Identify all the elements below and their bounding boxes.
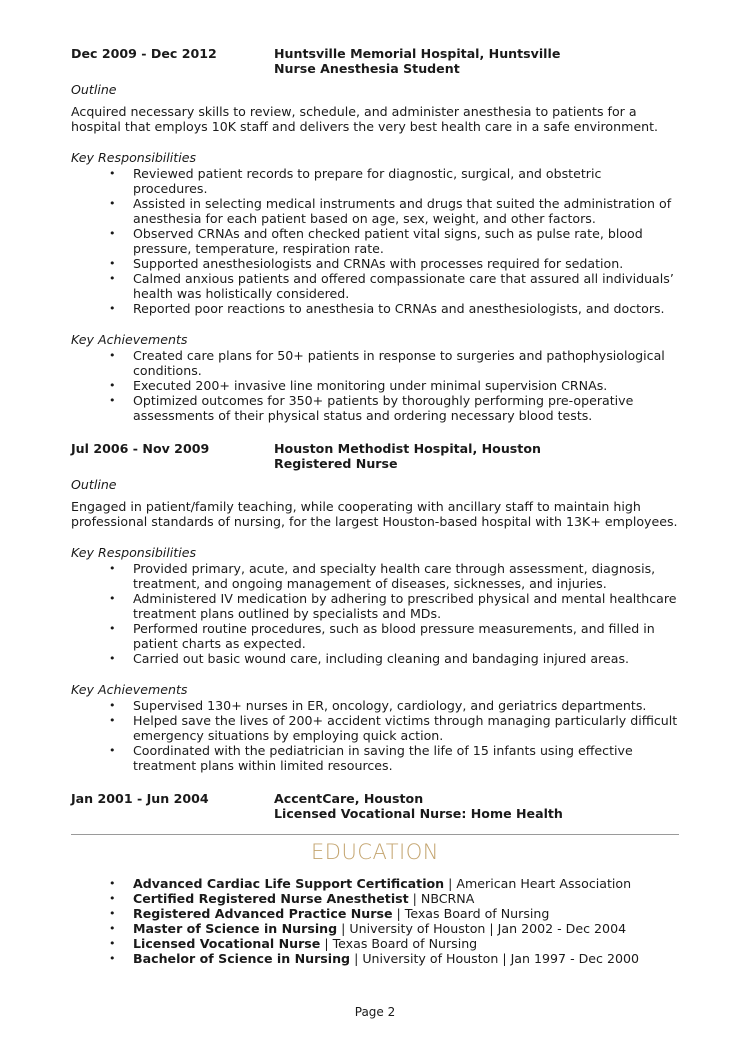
degree-name: Master of Science in Nursing <box>133 921 338 936</box>
job-organization: Houston Methodist Hospital, Houston <box>274 441 541 456</box>
list-item: • Performed routine procedures, such as blood pressure measurements, and filled in patient charts as expected. <box>133 621 679 651</box>
degree-name: Advanced Cardiac Life Support Certification <box>133 876 445 891</box>
job-title: Licensed Vocational Nurse: Home Health <box>274 806 563 821</box>
education-item <box>133 921 679 936</box>
job-organization: Huntsville Memorial Hospital, Huntsville <box>274 46 561 61</box>
job-title: Nurse Anesthesia Student <box>274 61 460 76</box>
page-number: Page 2 <box>354 1005 396 1019</box>
education-item <box>133 906 679 921</box>
list-item: • Administered IV medication by adhering to prescribed physical and mental healthcare treatment plans outlined by specialists and MDs. <box>133 591 679 621</box>
responsibilities-label: Key Responsibilities <box>71 150 197 165</box>
degree-name: Certified Registered Nurse Anesthetist <box>133 891 409 906</box>
outline-label: Outline <box>71 82 117 97</box>
list-item: • Provided primary, acute, and specialty health care through assessment, diagnosis, treatment, and ongoing management of diseases, sicknesses, and injuries. <box>133 561 679 591</box>
degree-detail: | NBCRNA <box>408 891 475 906</box>
job-entry <box>71 441 679 773</box>
list-item: • Reported poor reactions to anesthesia to CRNAs and anesthesiologists, and doctors. <box>133 301 679 316</box>
education-item <box>133 936 679 951</box>
education-item <box>133 876 679 891</box>
degree-name: Bachelor of Science in Nursing <box>133 951 351 966</box>
responsibilities-list <box>71 166 679 316</box>
education-heading: EDUCATION <box>311 840 439 864</box>
education-item <box>133 891 679 906</box>
outline-text: Acquired necessary skills to review, schedule, and administer anesthesia to patients for a hospital that employs 10K staff and delivers the very best health care in a safe environment. <box>71 104 659 134</box>
job-header <box>71 46 679 76</box>
degree-name: Licensed Vocational Nurse <box>133 936 321 951</box>
degree-detail: | University of Houston | Jan 1997 - Dec 2000 <box>350 951 640 966</box>
section-divider <box>71 834 679 835</box>
job-dates: Dec 2009 - Dec 2012 <box>71 46 217 61</box>
job-title: Registered Nurse <box>274 456 398 471</box>
list-item: • Reviewed patient records to prepare for diagnostic, surgical, and obstetric procedures. <box>133 166 679 196</box>
list-item: • Optimized outcomes for 350+ patients by thoroughly performing pre-operative assessments of their physical status and ordering necessary blood tests. <box>133 393 679 423</box>
list-item: • Supported anesthesiologists and CRNAs with processes required for sedation. <box>133 256 679 271</box>
list-item: • Calmed anxious patients and offered compassionate care that assured all individuals’ health was holistically considered. <box>133 271 679 301</box>
list-item: • Observed CRNAs and often checked patient vital signs, such as pulse rate, blood pressure, temperature, respiration rate. <box>133 226 679 256</box>
degree-detail: | Texas Board of Nursing <box>392 906 550 921</box>
resume-page <box>71 46 679 966</box>
outline-text: Engaged in patient/family teaching, while cooperating with ancillary staff to maintain high professional standards of nursing, for the largest Houston-based hospital with 13K+ employees. <box>71 499 678 529</box>
list-item: • Carried out basic wound care, including cleaning and bandaging injured areas. <box>133 651 679 666</box>
list-item: • Coordinated with the pediatrician in saving the life of 15 infants using effective treatment plans within limited resources. <box>133 743 679 773</box>
list-item: • Created care plans for 50+ patients in response to surgeries and pathophysiological conditions. <box>133 348 679 378</box>
job-header <box>71 791 679 821</box>
job-dates: Jul 2006 - Nov 2009 <box>71 441 210 456</box>
degree-detail: | American Heart Association <box>444 876 632 891</box>
education-item <box>133 951 679 966</box>
list-item: • Executed 200+ invasive line monitoring under minimal supervision CRNAs. <box>133 378 679 393</box>
list-item: • Assisted in selecting medical instruments and drugs that suited the administration of anesthesia for each patient based on age, sex, weight, and other factors. <box>133 196 679 226</box>
achievements-list <box>71 348 679 423</box>
job-header <box>71 441 679 471</box>
list-item: • Helped save the lives of 200+ accident victims through managing particularly difficult emergency situations by employing quick action. <box>133 713 679 743</box>
job-organization: AccentCare, Houston <box>274 791 424 806</box>
outline-label: Outline <box>71 477 117 492</box>
education-list <box>71 876 679 966</box>
responsibilities-label: Key Responsibilities <box>71 545 197 560</box>
achievements-label: Key Achievements <box>71 332 188 347</box>
job-dates: Jan 2001 - Jun 2004 <box>71 791 209 806</box>
list-item: • Supervised 130+ nurses in ER, oncology, cardiology, and geriatrics departments. <box>133 698 679 713</box>
achievements-list <box>71 698 679 773</box>
degree-name: Registered Advanced Practice Nurse <box>133 906 393 921</box>
responsibilities-list <box>71 561 679 666</box>
job-entry <box>71 46 679 423</box>
degree-detail: | University of Houston | Jan 2002 - Dec 2004 <box>337 921 627 936</box>
job-entry <box>71 791 679 821</box>
achievements-label: Key Achievements <box>71 682 188 697</box>
degree-detail: | Texas Board of Nursing <box>320 936 478 951</box>
